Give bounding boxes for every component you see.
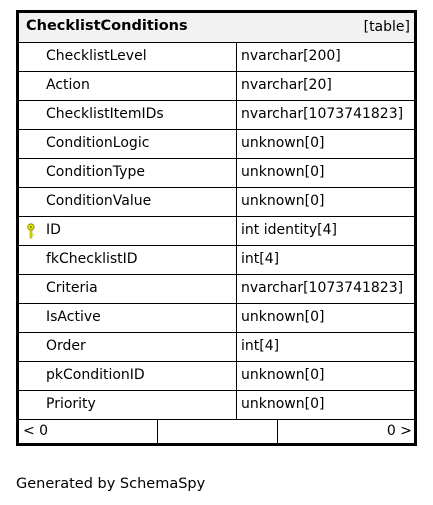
column-type-cell bbox=[237, 391, 414, 419]
column-row[interactable] bbox=[19, 101, 414, 130]
column-type-cell bbox=[237, 217, 414, 245]
column-name: ConditionLogic bbox=[46, 135, 150, 151]
child-count: 0 > bbox=[386, 423, 412, 439]
table-name[interactable]: ChecklistConditions bbox=[26, 18, 188, 34]
column-name: ConditionValue bbox=[46, 193, 152, 209]
column-name: IsActive bbox=[46, 309, 101, 325]
column-row[interactable] bbox=[19, 130, 414, 159]
generated-by-text: Generated by SchemaSpy bbox=[16, 476, 206, 492]
column-name-cell bbox=[19, 159, 237, 187]
column-type: unknown[0] bbox=[241, 396, 325, 412]
column-row[interactable] bbox=[19, 159, 414, 188]
column-row[interactable] bbox=[19, 304, 414, 333]
column-type: unknown[0] bbox=[241, 193, 325, 209]
column-name: Criteria bbox=[46, 280, 98, 296]
column-name-cell bbox=[19, 391, 237, 419]
column-name-cell bbox=[19, 217, 237, 245]
column-type-cell bbox=[237, 188, 414, 216]
column-name-cell bbox=[19, 130, 237, 158]
column-type-cell bbox=[237, 159, 414, 187]
column-type: nvarchar[20] bbox=[241, 77, 332, 93]
column-row[interactable] bbox=[19, 246, 414, 275]
column-name: ChecklistLevel bbox=[46, 48, 147, 64]
column-type-cell bbox=[237, 333, 414, 361]
key-icon bbox=[26, 223, 36, 239]
relationship-footer bbox=[19, 420, 414, 443]
column-type-cell bbox=[237, 362, 414, 390]
child-count-cell[interactable] bbox=[278, 420, 414, 443]
column-name: Order bbox=[46, 338, 86, 354]
column-row[interactable] bbox=[19, 72, 414, 101]
column-list bbox=[19, 43, 414, 420]
column-type-cell bbox=[237, 72, 414, 100]
column-name-cell bbox=[19, 246, 237, 274]
column-type-cell bbox=[237, 43, 414, 71]
column-row[interactable] bbox=[19, 362, 414, 391]
column-row[interactable] bbox=[19, 275, 414, 304]
column-type: int identity[4] bbox=[241, 222, 337, 238]
column-name: fkChecklistID bbox=[46, 251, 138, 267]
parent-count-cell[interactable] bbox=[19, 420, 158, 443]
column-name-cell bbox=[19, 72, 237, 100]
column-type: int[4] bbox=[241, 338, 280, 354]
column-type: nvarchar[200] bbox=[241, 48, 341, 64]
table-header bbox=[19, 13, 414, 43]
column-type: nvarchar[1073741823] bbox=[241, 106, 404, 122]
column-type: int[4] bbox=[241, 251, 280, 267]
column-name-cell bbox=[19, 101, 237, 129]
column-name-cell bbox=[19, 43, 237, 71]
column-type: unknown[0] bbox=[241, 164, 325, 180]
column-name-cell bbox=[19, 362, 237, 390]
footer-middle-cell bbox=[158, 420, 278, 443]
column-type-cell bbox=[237, 130, 414, 158]
column-row[interactable] bbox=[19, 333, 414, 362]
column-row[interactable] bbox=[19, 188, 414, 217]
column-name-cell bbox=[19, 304, 237, 332]
parent-count: < 0 bbox=[23, 423, 49, 439]
column-name: ChecklistItemIDs bbox=[46, 106, 164, 122]
column-name: Priority bbox=[46, 396, 96, 412]
column-row[interactable] bbox=[19, 43, 414, 72]
column-type: unknown[0] bbox=[241, 135, 325, 151]
column-name-cell bbox=[19, 275, 237, 303]
column-name: Action bbox=[46, 77, 90, 93]
column-name-cell bbox=[19, 333, 237, 361]
column-type: unknown[0] bbox=[241, 367, 325, 383]
column-type-cell bbox=[237, 246, 414, 274]
column-type: nvarchar[1073741823] bbox=[241, 280, 404, 296]
table-type-label: [table] bbox=[363, 19, 410, 35]
column-name: ID bbox=[46, 222, 61, 238]
column-type-cell bbox=[237, 275, 414, 303]
table-box bbox=[16, 10, 417, 446]
column-row[interactable] bbox=[19, 391, 414, 420]
column-name: ConditionType bbox=[46, 164, 145, 180]
column-type-cell bbox=[237, 304, 414, 332]
column-name: pkConditionID bbox=[46, 367, 145, 383]
column-name-cell bbox=[19, 188, 237, 216]
column-row[interactable] bbox=[19, 217, 414, 246]
column-type: unknown[0] bbox=[241, 309, 325, 325]
column-type-cell bbox=[237, 101, 414, 129]
